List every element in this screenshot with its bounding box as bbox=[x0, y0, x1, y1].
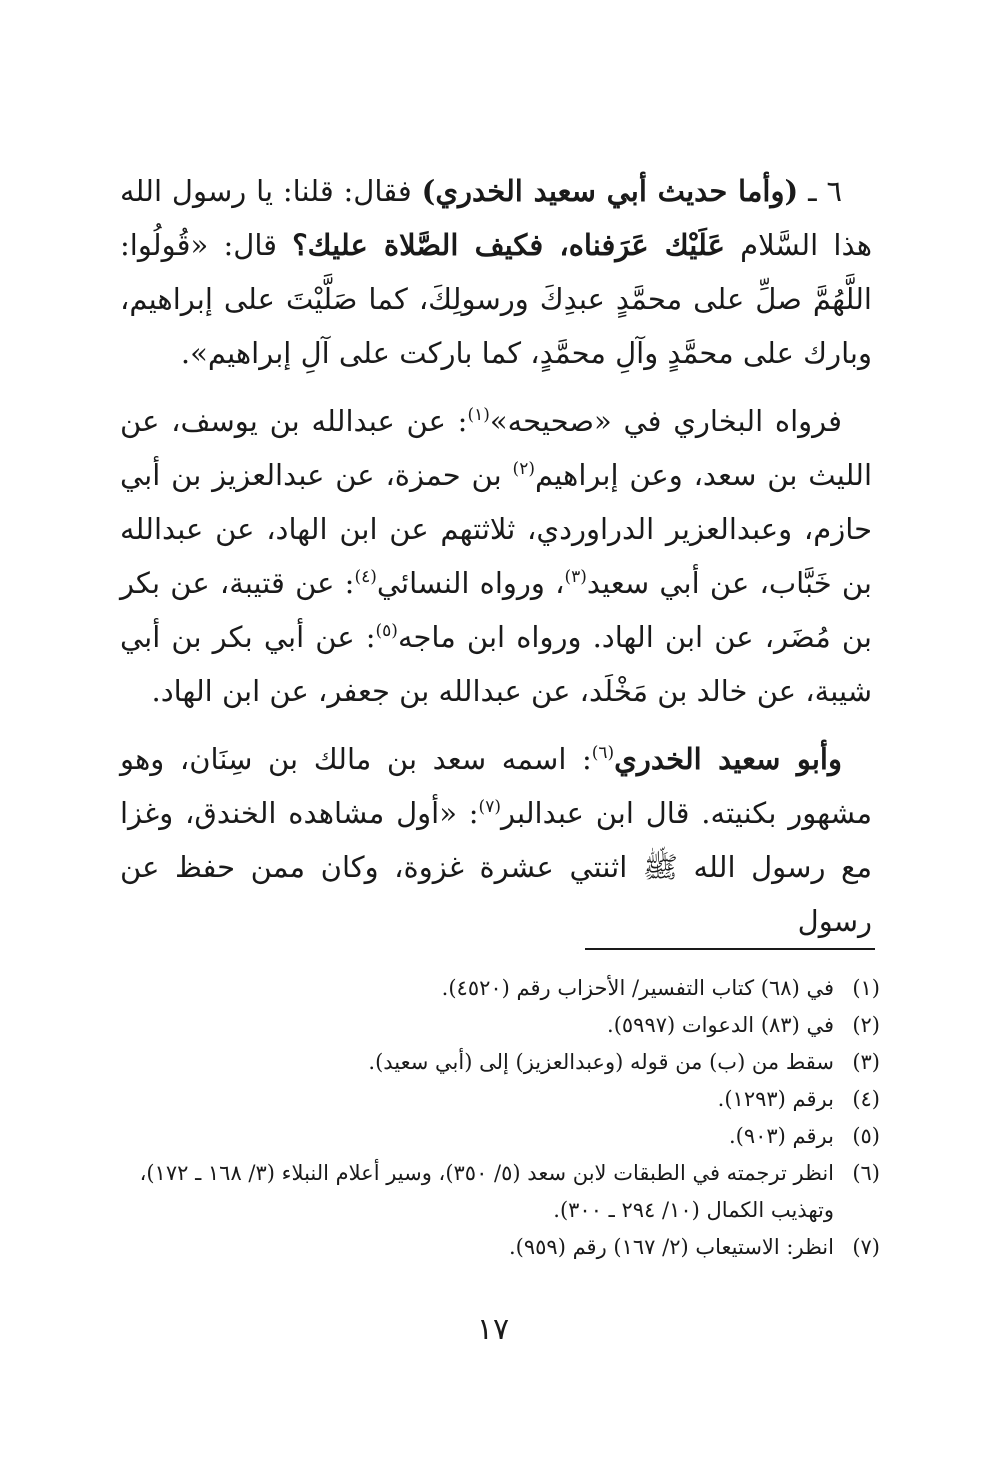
footnote-ref[interactable]: (٥) bbox=[375, 621, 398, 641]
footnote-text: انظر ترجمته في الطبقات لابن سعد (٥/ ٣٥٠)، وسير أعلام النبلاء (٣/ ١٦٨ ـ ١٧٢)، وتهذيب الكمال (١٠/ ٢٩٤ ـ ٣٠٠). bbox=[139, 1161, 834, 1222]
footnote-number: (٤) bbox=[852, 1087, 880, 1111]
paragraph-takhrij bbox=[120, 394, 872, 718]
footnote-ref[interactable]: (٣) bbox=[564, 567, 587, 587]
footnote-number: (٧) bbox=[852, 1235, 880, 1259]
footnote bbox=[120, 1155, 880, 1229]
text-run: : عن أبي بكر بن أبي شيبة، عن خالد بن مَخْلَد، عن عبدالله بن جعفر، عن ابن الهاد. bbox=[120, 620, 872, 708]
footnote-text: سقط من (ب) من قوله (وعبدالعزيز) إلى (أبي سعيد). bbox=[368, 1050, 834, 1074]
footnote bbox=[120, 1229, 880, 1266]
text-run-bold: وأبو سعيد الخدري bbox=[614, 742, 842, 776]
footnote-text: انظر: الاستيعاب (٢/ ١٦٧) رقم (٩٥٩). bbox=[508, 1235, 834, 1259]
text-run: ، ورواه النسائي bbox=[376, 566, 565, 600]
text-run: فرواه البخاري في «صحيحه» bbox=[489, 404, 842, 438]
footnote-number: (٢) bbox=[852, 1013, 880, 1037]
footnote-separator bbox=[585, 948, 875, 950]
footnote-ref[interactable]: (٧) bbox=[478, 797, 501, 817]
footnote-number: (٣) bbox=[852, 1050, 880, 1074]
footnote-ref[interactable]: (١) bbox=[467, 405, 490, 425]
footnotes bbox=[120, 970, 880, 1266]
paragraph-hadith bbox=[120, 164, 872, 380]
text-run: قال: «قُولُوا: اللَّهُمَّ صلِّ على محمَّدٍ عبدِكَ ورسولِكَ، كما صَلَّيْتَ على إبراهيم، وبارك على محمَّدٍ وآلِ محمَّدٍ، كما باركت على آلِ إبراهيم». bbox=[120, 228, 872, 370]
paragraph-biography bbox=[120, 732, 872, 948]
footnote-text: في (٦٨) كتاب التفسير/ الأحزاب رقم (٤٥٢٠). bbox=[441, 976, 834, 1000]
footnote bbox=[120, 1118, 880, 1155]
footnote bbox=[120, 1007, 880, 1044]
footnote-number: (٦) bbox=[852, 1161, 880, 1185]
text-run: : عن عبدالله بن يوسف، عن الليث بن سعد، وعن إبراهيم bbox=[120, 404, 873, 492]
footnote bbox=[120, 1044, 880, 1081]
footnote-text: في (٨٣) الدعوات (٥٩٩٧). bbox=[607, 1013, 834, 1037]
main-text bbox=[120, 164, 872, 962]
footnote-text: برقم (١٢٩٣). bbox=[717, 1087, 834, 1111]
footnote-ref[interactable]: (٢) bbox=[512, 459, 535, 479]
footnote-ref[interactable]: (٤) bbox=[354, 567, 377, 587]
text-run-bold: عَلَيْك عَرَفناه، فكيف الصَّلاة عليك؟ bbox=[292, 228, 725, 262]
page-number: ١٧ bbox=[476, 1312, 510, 1347]
text-run: : عن قتيبة، عن بكر بن مُضَر، عن ابن الهاد. ورواه ابن ماجه bbox=[120, 566, 872, 654]
text-run: : اسمه سعد بن مالك بن سِنَان، وهو مشهور بكنيته. قال ابن عبدالبر bbox=[120, 742, 872, 830]
text-run: بن حمزة، عن عبدالعزيز بن أبي حازم، وعبدالعزير الدراوردي، ثلاثتهم عن ابن الهاد، عن عبدالله بن خَبَّاب، عن أبي سعيد bbox=[120, 458, 872, 600]
footnote bbox=[120, 1081, 880, 1118]
footnote-number: (١) bbox=[852, 976, 880, 1000]
footnote bbox=[120, 970, 880, 1007]
footnote-number: (٥) bbox=[852, 1124, 880, 1148]
section-heading: (وأما حديث أبي سعيد الخدري) bbox=[421, 174, 799, 208]
footnote-ref[interactable]: (٦) bbox=[591, 743, 615, 763]
text-run: : «أول مشاهده الخندق، وغزا مع رسول الله ﷺ اثنتي عشرة غزوة، وكان ممن حفظ عن رسول bbox=[120, 796, 872, 938]
footnote-text: برقم (٩٠٣). bbox=[728, 1124, 834, 1148]
text-run: فقال: قلنا: يا رسول الله هذا السَّلام bbox=[120, 174, 872, 262]
paragraph-number: ٦ ـ bbox=[808, 174, 843, 208]
